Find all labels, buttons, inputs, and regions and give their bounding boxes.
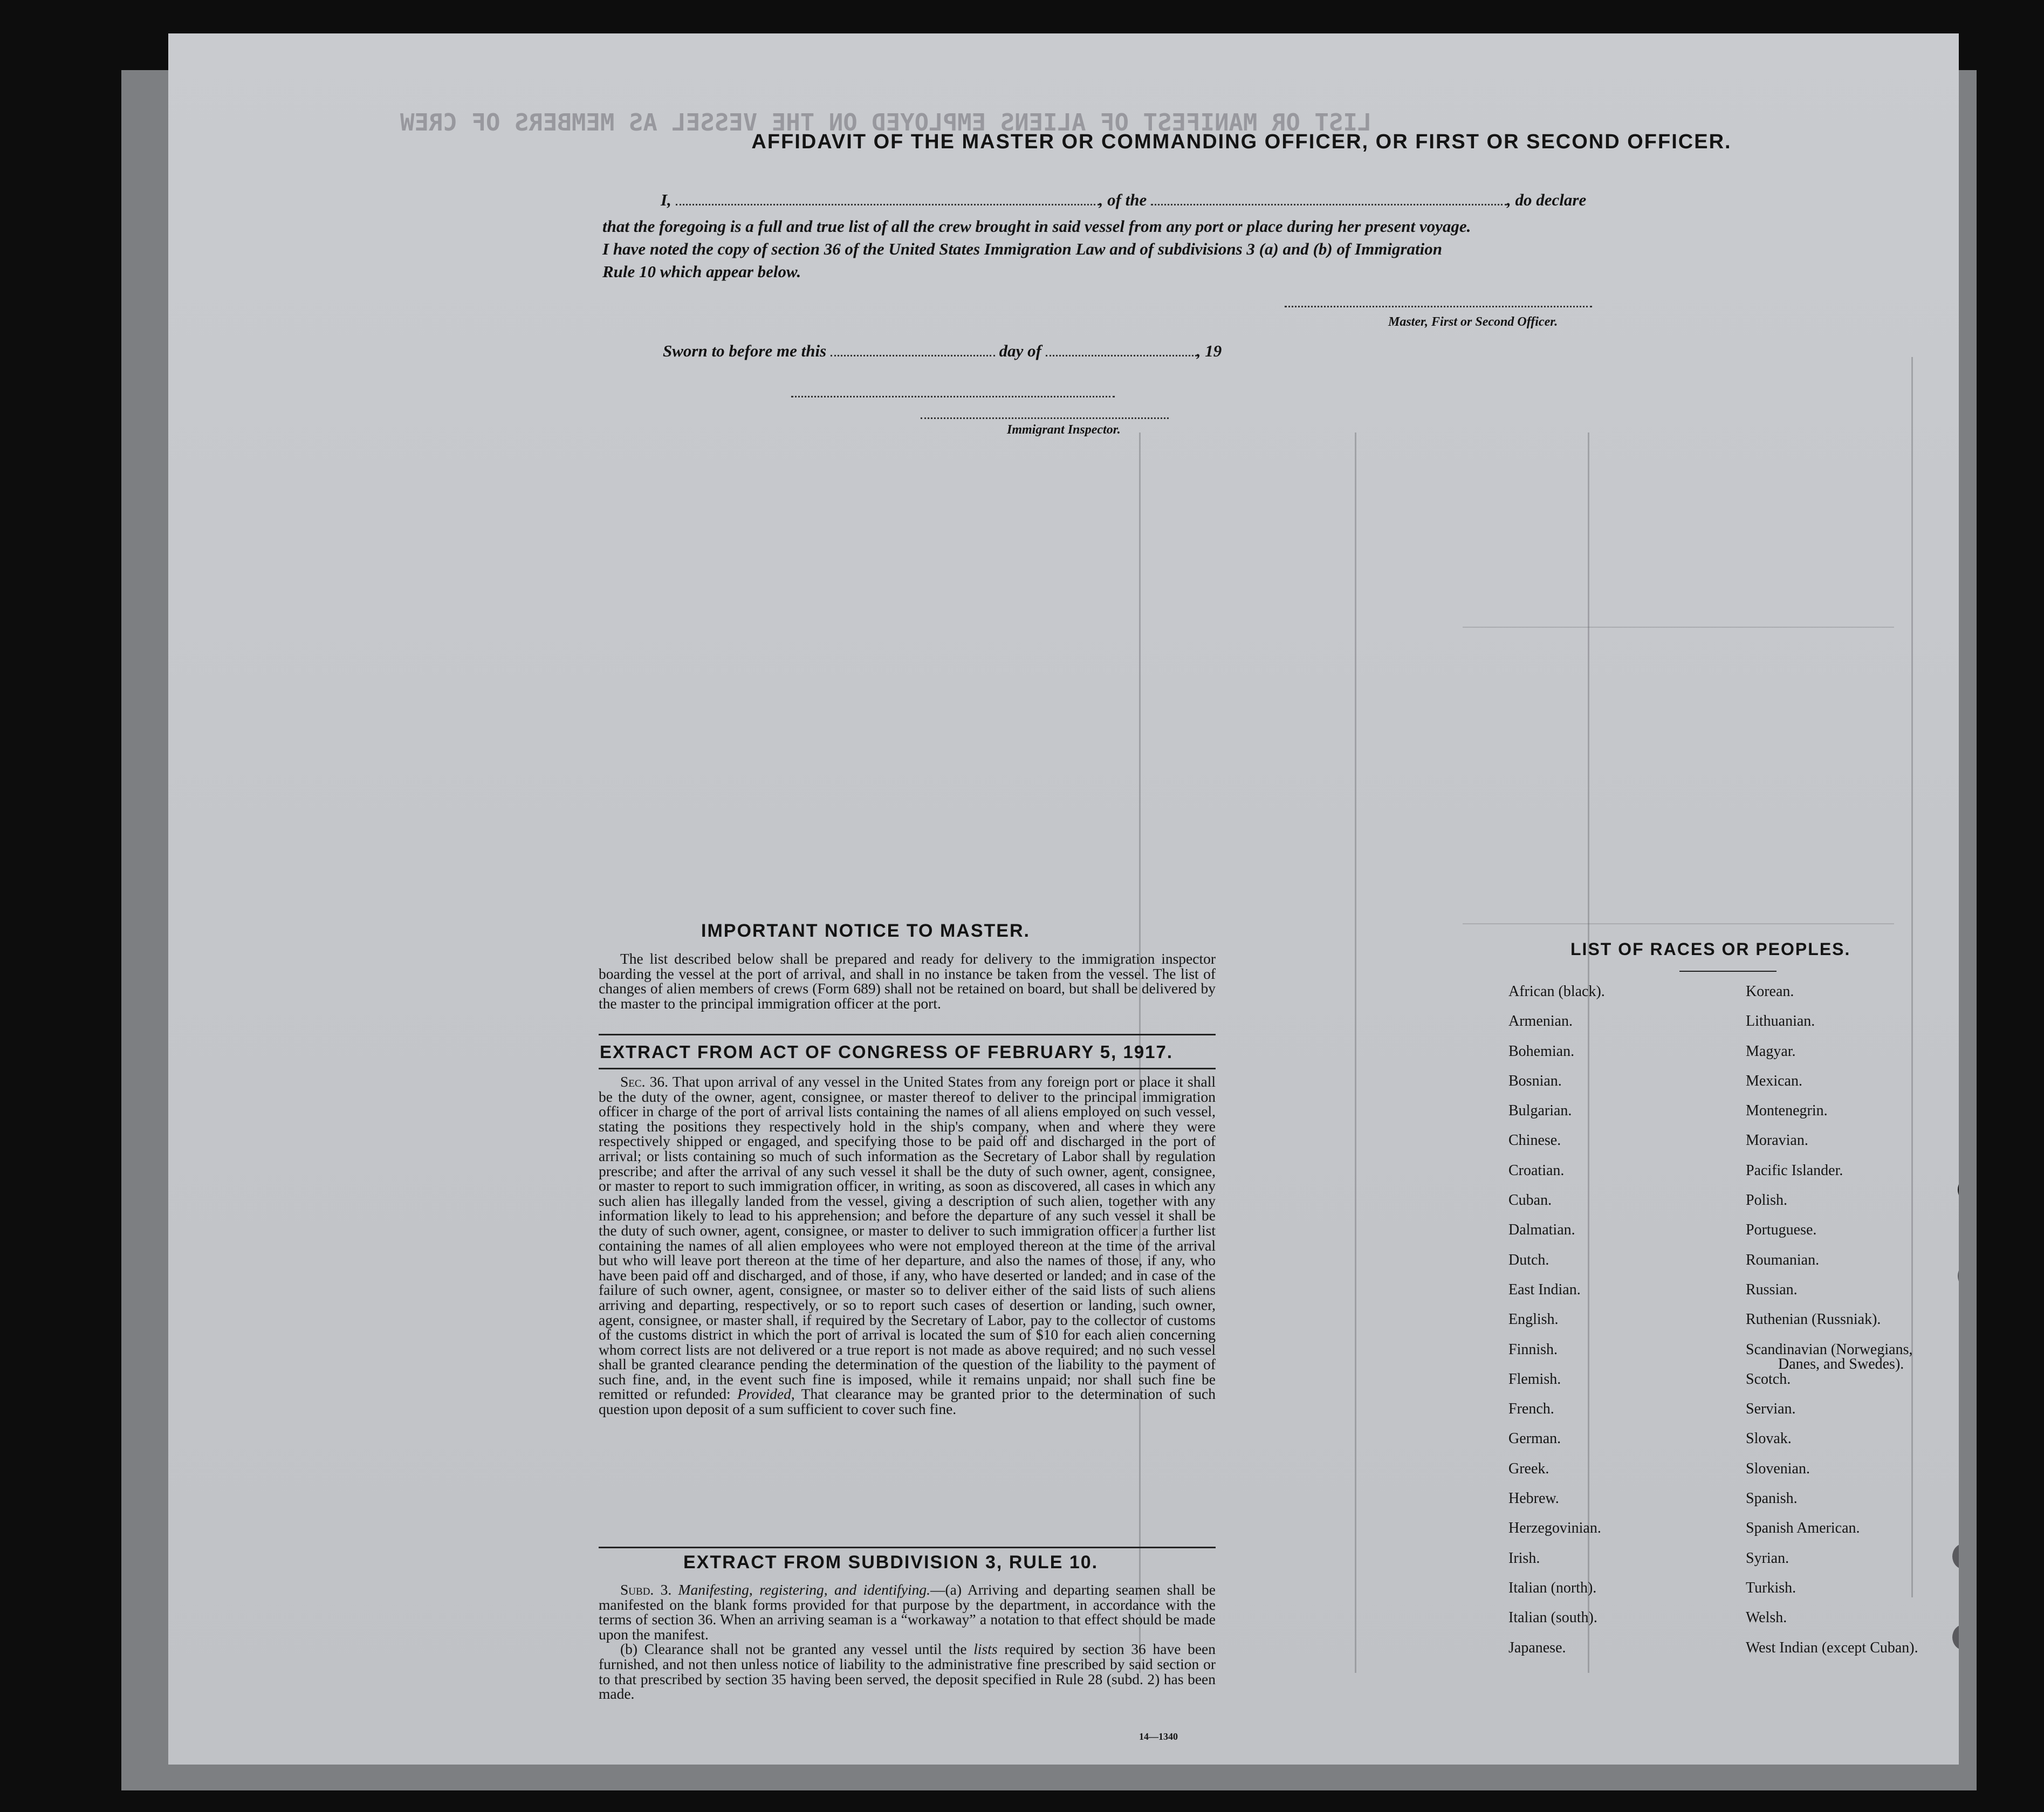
race-item: English.	[1508, 1311, 1559, 1328]
bleed-through-line	[1355, 433, 1356, 1673]
race-item: Bohemian.	[1508, 1042, 1575, 1060]
bleed-through-line	[1463, 923, 1894, 924]
subdivision-3-text	[599, 1582, 1216, 1701]
race-item: Greek.	[1508, 1460, 1549, 1477]
race-item: Pacific Islander.	[1746, 1162, 1843, 1179]
race-item: Lithuanian.	[1746, 1013, 1815, 1030]
bleed-through-line	[1463, 627, 1894, 628]
master-signature-label: Master, First or Second Officer.	[1388, 315, 1558, 329]
races-underline	[1679, 971, 1777, 972]
section-36-body-end: That clearance may be granted prior to the determination of such question upon deposit of a sum sufficient to cover such fine.	[599, 1385, 1216, 1418]
document-page	[168, 33, 1959, 1765]
sworn-line	[663, 341, 1222, 361]
race-item: Armenian.	[1508, 1013, 1573, 1030]
race-item: Bulgarian.	[1508, 1102, 1572, 1120]
provided-word: Provided,	[737, 1385, 795, 1403]
race-item: Roumanian.	[1746, 1251, 1820, 1268]
notice-title: IMPORTANT NOTICE TO MASTER.	[701, 921, 1030, 941]
race-item: Magyar.	[1746, 1042, 1796, 1060]
race-item: Moravian.	[1746, 1132, 1808, 1149]
sworn-day-blank[interactable]	[831, 341, 995, 356]
race-item: Italian (north).	[1508, 1579, 1597, 1596]
punch-hole	[1958, 1177, 1959, 1203]
race-item: Slovak.	[1746, 1430, 1792, 1447]
affidavit-i-label: I,	[661, 190, 671, 209]
race-item: Croatian.	[1508, 1162, 1565, 1179]
para-b-end: required by section 36 have been furnished, and not then unless notice of liability to the administrative fine prescribed by said section or to that prescribed by section 35 having been served, the deposit specified in Rule 28 (subd. 2) has been made.	[599, 1641, 1216, 1703]
name-blank[interactable]	[676, 190, 1099, 205]
race-item: Spanish American.	[1746, 1520, 1860, 1537]
affidavit-declare-label: , do declare	[1507, 190, 1587, 209]
race-item: Polish.	[1746, 1192, 1788, 1209]
race-item: Scandinavian (Norwegians,	[1746, 1341, 1913, 1358]
race-item: Finnish.	[1508, 1341, 1558, 1358]
race-item: Chinese.	[1508, 1132, 1561, 1149]
race-item: Ruthenian (Russniak).	[1746, 1311, 1881, 1328]
race-item: Italian (south).	[1508, 1609, 1597, 1626]
subd-label: Subd. 3.	[620, 1581, 672, 1598]
inspector-signature-line-1[interactable]	[791, 396, 1115, 397]
bleed-through-text: LIST OR MANIFEST OF ALIENS EMPLOYED ON THE VESSEL AS MEMBERS OF CREW	[400, 109, 1372, 136]
section-36-text	[599, 1074, 1216, 1417]
race-item: Japanese.	[1508, 1639, 1566, 1656]
race-item: Montenegrin.	[1746, 1102, 1828, 1120]
race-item: Cuban.	[1508, 1192, 1552, 1209]
race-item: Russian.	[1746, 1281, 1798, 1298]
punch-hole	[1952, 1543, 1959, 1569]
subd-italic: Manifesting, registering, and identifying.	[678, 1581, 931, 1598]
race-item: Servian.	[1746, 1401, 1796, 1418]
affidavit-of-the-label: , of the	[1099, 190, 1147, 209]
race-item: Korean.	[1746, 983, 1794, 1000]
affidavit-title: AFFIDAVIT OF THE MASTER OR COMMANDING OFFICER, OR FIRST OR SECOND OFFICER.	[751, 131, 1732, 153]
affidavit-line-2: that the foregoing is a full and true list of all the crew brought in said vessel from any port or place during her present voyage.	[602, 217, 1471, 236]
race-item: Scotch.	[1746, 1370, 1791, 1388]
sworn-month-blank[interactable]	[1046, 341, 1197, 356]
extract-act-title: EXTRACT FROM ACT OF CONGRESS OF FEBRUARY 5, 1917.	[600, 1042, 1174, 1062]
race-item: West Indian (except Cuban).	[1746, 1639, 1918, 1656]
race-item: German.	[1508, 1430, 1561, 1447]
race-item: Syrian.	[1746, 1549, 1789, 1567]
race-item: Spanish.	[1746, 1490, 1798, 1507]
punch-hole	[1952, 1624, 1959, 1650]
race-item: Hebrew.	[1508, 1490, 1559, 1507]
rule-divider	[599, 1547, 1216, 1548]
race-item: Turkish.	[1746, 1579, 1796, 1596]
rule-divider	[599, 1068, 1216, 1069]
race-item: French.	[1508, 1401, 1554, 1418]
race-item: Mexican.	[1746, 1072, 1802, 1089]
day-of-label: day of	[999, 341, 1041, 360]
affidavit-line-1	[661, 190, 1586, 210]
affidavit-line-3: I have noted the copy of section 36 of the United States Immigration Law and of subdivisions 3 (a) and (b) of Immigration	[602, 239, 1442, 258]
section-label: Sec. 36.	[620, 1073, 669, 1090]
race-item: Flemish.	[1508, 1370, 1561, 1388]
race-item: Slovenian.	[1746, 1460, 1810, 1477]
section-36-body: That upon arrival of any vessel in the United States from any foreign port or place it shall be the duty of the owner, agent, consignee, or master thereof to deliver to the principal immigration officer in charge of the port of arrival lists containing the names of all aliens employed on such vessel, stating the positions they respectively hold in the ship's company, when and where they were respectively shipped or engaged, and specifying those to be paid off and discharged in the port of arrival; or lists containing so much of such information as the Secretary of Labor shall by regulation prescribe; and after the arrival of any such vessel it shall be the duty of such owner, agent, consignee, or master to report to such immigration officer, in writing, as soon as discovered, all cases in which any such alien has illegally landed from the vessel, giving a description of such alien, together with any information likely to lead to his apprehension; and before the departure of any such vessel it shall be the duty of such owner, agent, consignee, or master to deliver to such immigration officer a further list containing the names of all alien employees who were not employed thereon at the time of the arrival but who will leave port thereon at the time of her departure, and also the names of those, if any, who have been paid off and discharged, and of those, if any, who have deserted or landed; and in case of the failure of such owner, agent, consignee, or master so to deliver either of the said lists of such aliens arriving and departing, respectively, or so to report such cases of desertion or landing, such owner, agent, consignee, or master shall, if required by the Secretary of Labor, pay to the collector of customs of the customs district in which the port of arrival is located the sum of $10 for each alien concerning whom correct lists are not delivered or a true report is not made as above required; and no such vessel shall be granted clearance pending the determination of the question of the liability to the payment of such fine, and, in the event such fine is imposed, while it remains unpaid; nor shall such fine be remitted or refunded:	[599, 1073, 1216, 1403]
races-left-column	[1508, 984, 1605, 1670]
race-item: African (black).	[1508, 983, 1605, 1000]
punch-hole	[1958, 1263, 1959, 1289]
race-item: Dutch.	[1508, 1251, 1549, 1268]
inspector-signature-label: Immigrant Inspector.	[1007, 423, 1121, 437]
master-signature-line[interactable]	[1285, 306, 1592, 307]
form-number: 14—1340	[1139, 1731, 1178, 1742]
year-label: , 19	[1196, 341, 1222, 360]
race-item: Irish.	[1508, 1549, 1540, 1567]
race-item: Portuguese.	[1746, 1221, 1817, 1239]
race-item: Welsh.	[1746, 1609, 1787, 1626]
vessel-blank[interactable]	[1151, 190, 1507, 205]
rule-divider	[599, 1034, 1216, 1035]
race-item: Herzegovinian.	[1508, 1520, 1601, 1537]
para-b-start: (b) Clearance shall not be granted any vessel until the	[620, 1641, 967, 1658]
races-title: LIST OF RACES OR PEOPLES.	[1570, 939, 1851, 959]
race-item: Dalmatian.	[1508, 1221, 1575, 1239]
extract-rule-title: EXTRACT FROM SUBDIVISION 3, RULE 10.	[683, 1552, 1099, 1573]
race-item: East Indian.	[1508, 1281, 1581, 1298]
inspector-signature-line-2[interactable]	[921, 417, 1169, 419]
races-right-column	[1746, 984, 1918, 1670]
sworn-label: Sworn to before me this	[663, 341, 827, 360]
race-item: Bosnian.	[1508, 1072, 1562, 1089]
para-b-italic: lists	[973, 1641, 998, 1658]
notice-body: The list described below shall be prepared and ready for delivery to the immigration inspector boarding the vessel at the port of arrival, and shall in no instance be taken from the vessel. The list of changes of alien members of crews (Form 689) shall not be retained on board, but shall be delivered by the master to the principal immigration officer at the port.	[599, 950, 1216, 1012]
para-a: —(a) Arriving and departing seamen shall be manifested on the blank forms provided for that purpose by the department, in accordance with the terms of section 36. When an arriving seaman is a “workaway” a notation to that effect should be made upon the manifest.	[599, 1581, 1216, 1643]
affidavit-line-4: Rule 10 which appear below.	[602, 262, 801, 281]
race-item-continued: Danes, and Swedes).	[1778, 1356, 1904, 1373]
